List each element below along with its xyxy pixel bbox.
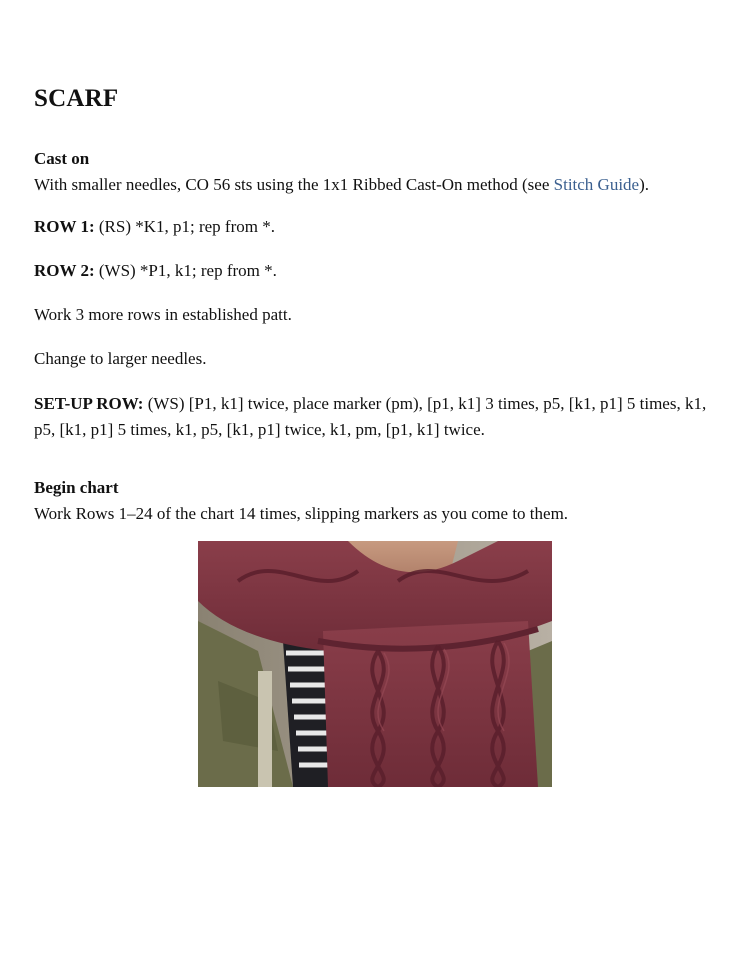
work-more-instruction: Work 3 more rows in established patt. bbox=[34, 305, 292, 324]
row-1-text: (RS) *K1, p1; rep from *. bbox=[94, 217, 275, 236]
change-needles-instruction: Change to larger needles. bbox=[34, 349, 207, 368]
setup-row-instruction bbox=[34, 391, 724, 443]
begin-chart-heading: Begin chart bbox=[34, 478, 119, 497]
scarf-photo-image bbox=[198, 541, 552, 787]
setup-row-text: (WS) [P1, k1] twice, place marker (pm), [p1, k1] 3 times, p5, [k1, p1] 5 times, k1, p5, [k1, p1] 5 times, k1, p5, [k1, p1] twice, k1, pm, [p1, k1] twice. bbox=[34, 394, 707, 439]
cast-on-text: With smaller needles, CO 56 sts using the 1x1 Ribbed Cast-On method (see bbox=[34, 175, 554, 194]
row-1-instruction bbox=[34, 214, 724, 240]
row-2-label: ROW 2: bbox=[34, 261, 95, 280]
begin-chart-section bbox=[34, 475, 724, 527]
cast-on-section bbox=[34, 146, 724, 198]
scarf-photo bbox=[198, 541, 552, 787]
row-1-label: ROW 1: bbox=[34, 217, 95, 236]
page-title: SCARF bbox=[34, 85, 119, 112]
cast-on-heading: Cast on bbox=[34, 149, 90, 168]
setup-row-label: SET-UP ROW: bbox=[34, 394, 144, 413]
stitch-guide-link[interactable]: Stitch Guide bbox=[553, 175, 640, 194]
begin-chart-text: Work Rows 1–24 of the chart 14 times, slipping markers as you come to them. bbox=[34, 504, 569, 523]
cast-on-text-end: ). bbox=[639, 175, 650, 194]
row-2-instruction bbox=[34, 258, 724, 284]
row-2-text: (WS) *P1, k1; rep from *. bbox=[94, 261, 277, 280]
